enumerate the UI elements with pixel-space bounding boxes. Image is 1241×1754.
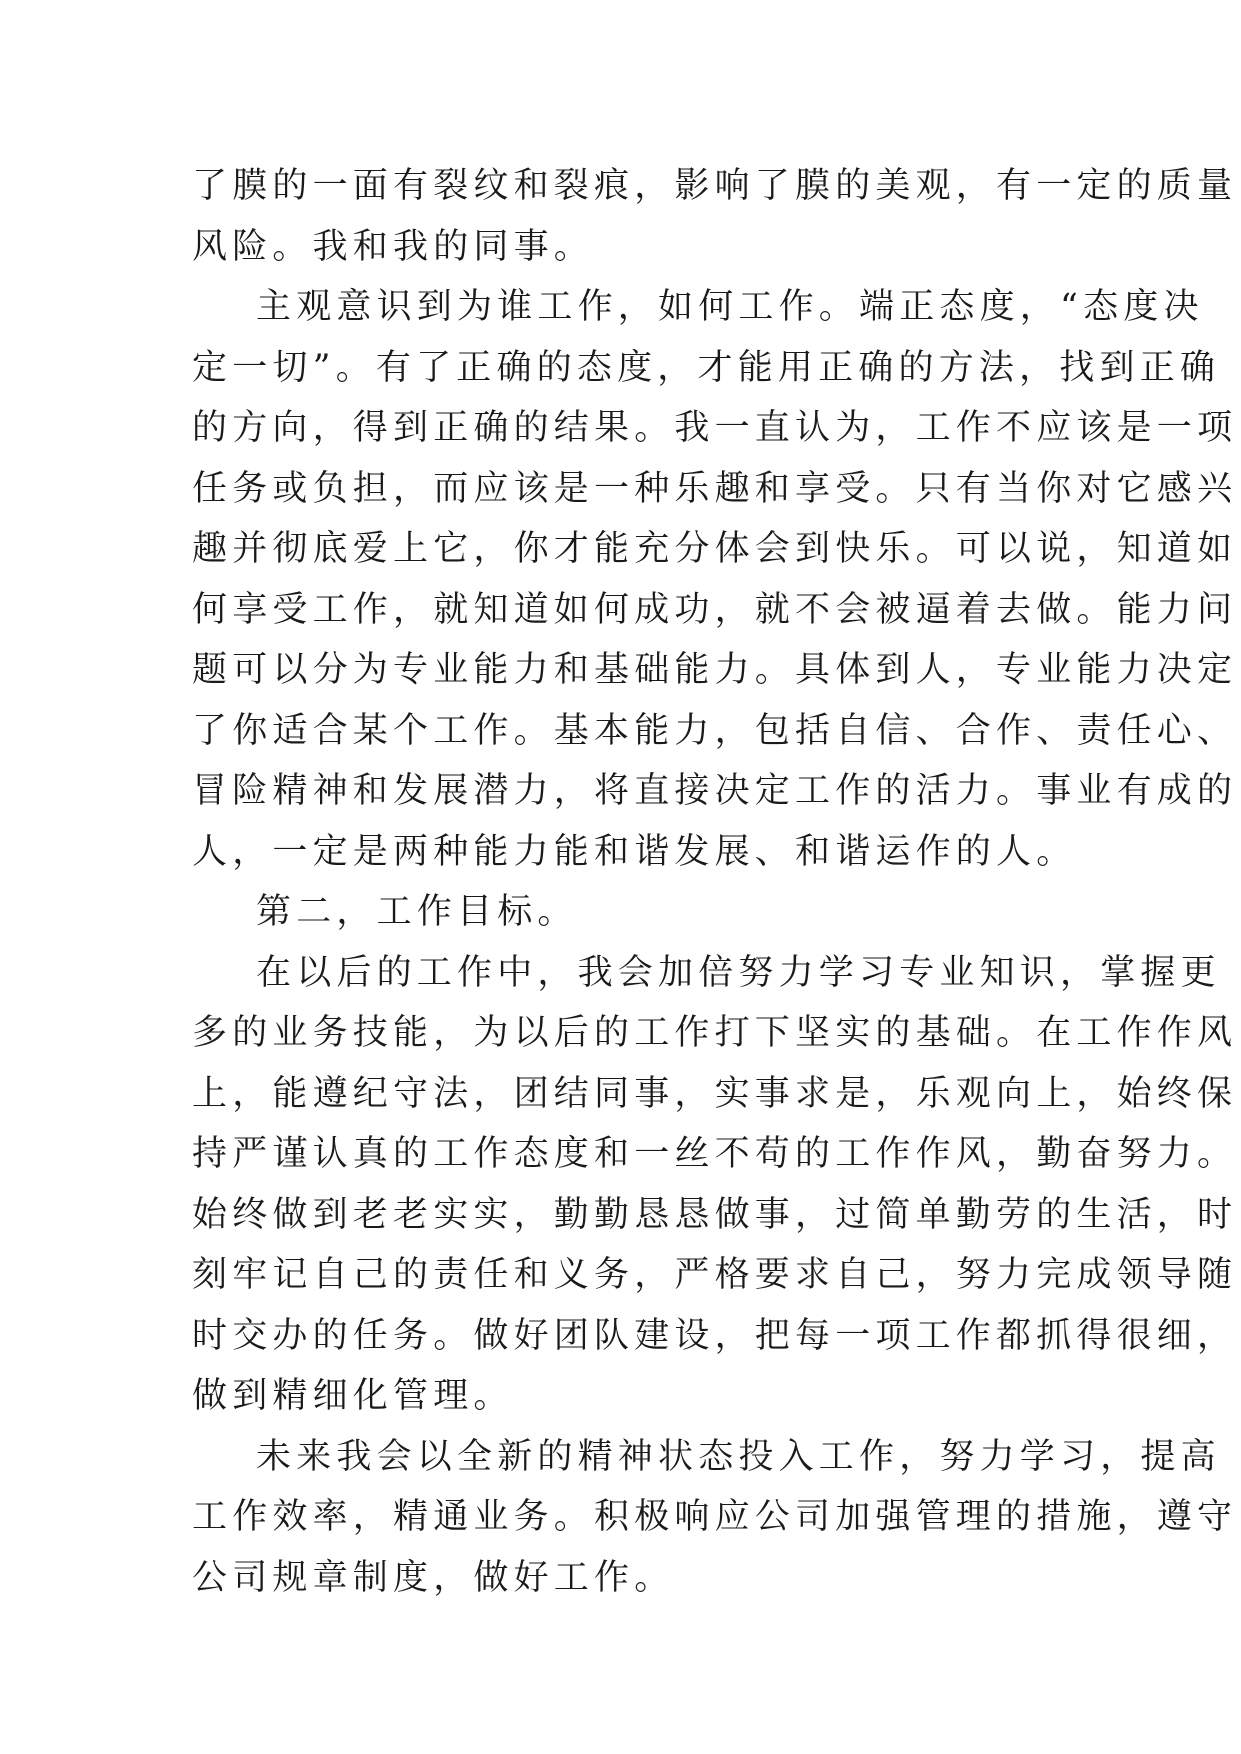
text-line: 了你适合某个工作。基本能力，包括自信、合作、责任心、 [192, 710, 1238, 751]
text-line: 的方向，得到正确的结果。我一直认为，工作不应该是一项 [192, 408, 1238, 448]
text-line: 始终做到老老实实，勤勤恳恳做事，过简单勤劳的生活，时 [192, 1194, 1238, 1235]
text-line: 趣并彻底爱上它，你才能充分体会到快乐。可以说，知道如 [192, 529, 1238, 569]
text-line: 题可以分为专业能力和基础能力。具体到人，专业能力决定 [192, 650, 1238, 690]
paragraph [192, 277, 1238, 882]
text-line: 上，能遵纪守法，团结同事，实事求是，乐观向上，始终保 [192, 1073, 1238, 1114]
text-line: 多的业务技能，为以后的工作打下坚实的基础。在工作作风 [192, 1013, 1238, 1053]
text-line: 工作效率，精通业务。积极响应公司加强管理的措施，遵守 [192, 1497, 1238, 1537]
paragraph [192, 156, 1238, 277]
text-line: 第二，工作目标。 [256, 892, 578, 932]
text-line: 主观意识到为谁工作，如何工作。端正态度，“态度决 [256, 287, 1204, 327]
text-line: 刻牢记自己的责任和义务，严格要求自己，努力完成领导随 [192, 1255, 1238, 1295]
text-line: 何享受工作，就知道如何成功，就不会被逼着去做。能力问 [192, 589, 1238, 630]
text-line: 在以后的工作中，我会加倍努力学习专业知识，掌握更 [256, 952, 1221, 993]
text-line: 冒险精神和发展潜力，将直接决定工作的活力。事业有成的 [192, 771, 1238, 811]
text-line: 任务或负担，而应该是一种乐趣和享受。只有当你对它感兴 [192, 468, 1238, 509]
paragraph [192, 1427, 1238, 1609]
text-line: 公司规章制度，做好工作。 [192, 1557, 675, 1598]
text-line: 人，一定是两种能力能和谐发展、和谐运作的人。 [192, 831, 1077, 872]
paragraph [192, 943, 1238, 1427]
text-line: 了膜的一面有裂纹和裂痕，影响了膜的美观，有一定的质量 [192, 166, 1238, 206]
text-line: 定一切”。有了正确的态度，才能用正确的方法，找到正确 [192, 347, 1221, 388]
text-line: 风险。我和我的同事。 [192, 226, 595, 267]
section-heading [192, 882, 1082, 943]
text-line: 时交办的任务。做好团队建设，把每一项工作都抓得很细， [192, 1315, 1238, 1356]
text-line: 做到精细化管理。 [192, 1376, 514, 1416]
text-line: 未来我会以全新的精神状态投入工作，努力学习，提高 [256, 1436, 1221, 1477]
text-line: 持严谨认真的工作态度和一丝不苟的工作作风，勤奋努力。 [192, 1134, 1238, 1174]
document-body [192, 156, 1238, 1608]
